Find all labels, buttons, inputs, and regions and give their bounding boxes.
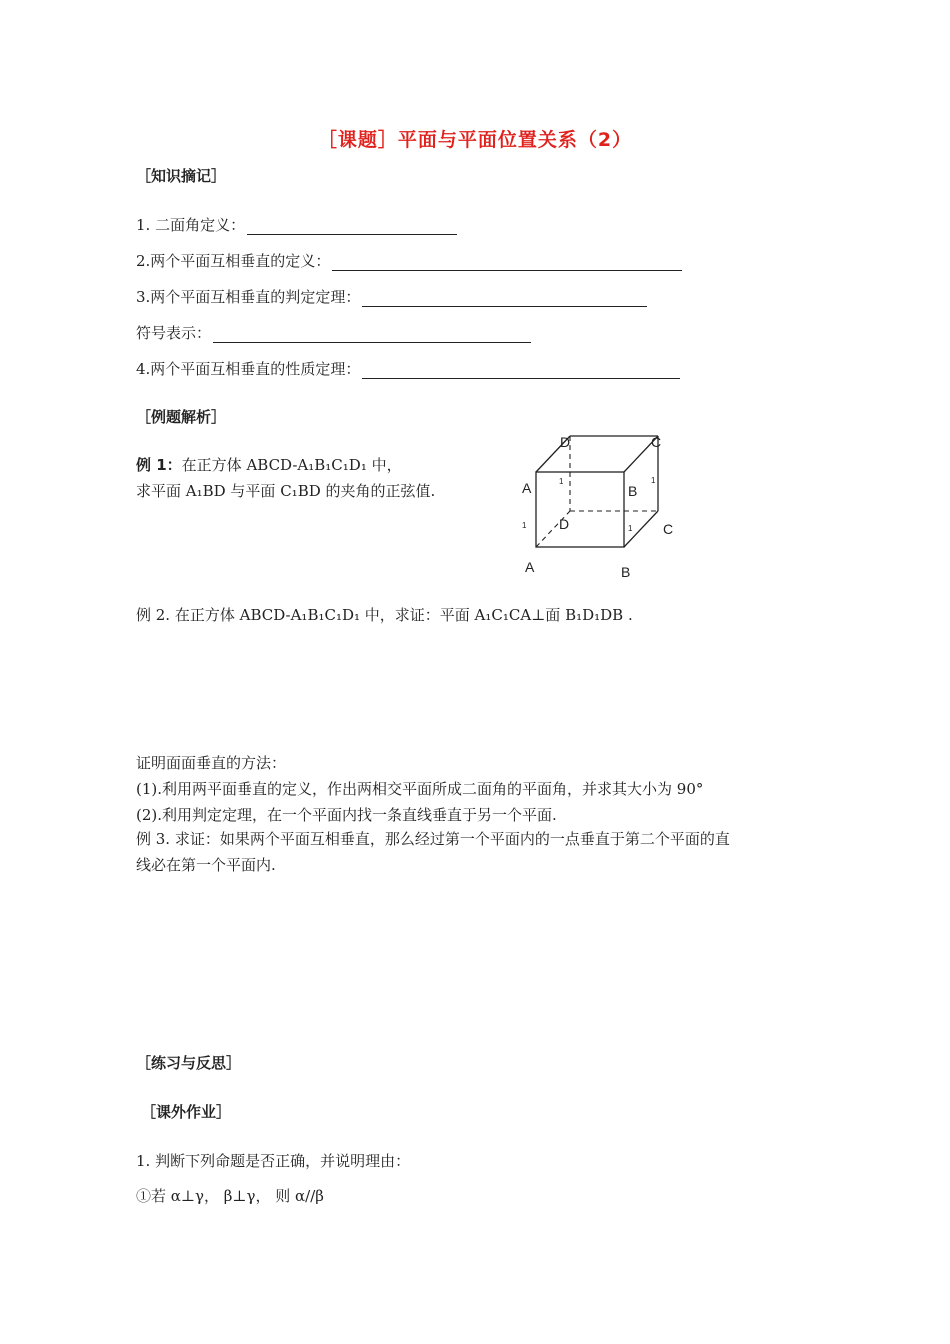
section-knowledge: ［知识摘记］ [136, 167, 227, 185]
knowledge-item-2-label: 2.两个平面互相垂直的定义： [136, 252, 331, 270]
section-homework: ［课外作业］ [141, 1103, 232, 1121]
answer-blank [247, 220, 457, 235]
label-A1: A [522, 480, 532, 496]
subscript-D1: 1 [559, 477, 564, 486]
label-B1: B [628, 483, 638, 499]
method-item-2: (2).利用判定定理，在一个平面内找一条直线垂直于另一个平面. [136, 806, 557, 824]
example3-line2: 线必在第一个平面内. [136, 856, 276, 874]
knowledge-item-symbol-label: 符号表示： [136, 324, 212, 342]
knowledge-item-symbol [136, 322, 531, 343]
page-title: ［课题］平面与平面位置关系（2） [317, 129, 633, 151]
section-practice: ［练习与反思］ [136, 1054, 242, 1072]
cube-diagram [510, 428, 690, 588]
knowledge-item-1-label: 1. 二面角定义： [136, 216, 246, 234]
example1-line1 [136, 454, 402, 475]
knowledge-item-4-label: 4.两个平面互相垂直的性质定理： [136, 360, 361, 378]
example2: 例 2. 在正方体 ABCD-A₁B₁C₁D₁ 中，求证：平面 A₁C₁CA⊥面 B₁D₁DB . [136, 606, 633, 624]
homework-question-1a: ①若 α⊥γ， β⊥γ， 则 α//β [136, 1187, 324, 1205]
answer-blank [362, 364, 680, 379]
example1-label: 例 1： [136, 456, 182, 474]
knowledge-item-4 [136, 358, 680, 379]
label-C1: C [651, 434, 662, 450]
answer-blank [332, 256, 682, 271]
label-D: D [559, 516, 570, 532]
knowledge-item-3-label: 3.两个平面互相垂直的判定定理： [136, 288, 361, 306]
knowledge-item-1 [136, 214, 457, 235]
label-A: A [525, 559, 535, 575]
answer-blank [213, 328, 531, 343]
subscript-A1: 1 [522, 521, 527, 530]
method-item-1: (1).利用两平面垂直的定义，作出两相交平面所成二面角的平面角，并求其大小为 90° [136, 780, 704, 798]
answer-blank [362, 292, 647, 307]
label-D1: D [560, 434, 571, 450]
knowledge-item-3 [136, 286, 647, 307]
method-heading: 证明面面垂直的方法： [136, 754, 287, 772]
subscript-B1: 1 [628, 524, 633, 533]
label-C: C [663, 521, 674, 537]
example1-line2: 求平面 A₁BD 与平面 C₁BD 的夹角的正弦值. [136, 482, 436, 500]
subscript-C1: 1 [651, 476, 656, 485]
example1-text1: 在正方体 ABCD-A₁B₁C₁D₁ 中， [181, 456, 402, 474]
section-examples: ［例题解析］ [136, 408, 227, 426]
homework-question-1: 1. 判断下列命题是否正确，并说明理由： [136, 1152, 411, 1170]
knowledge-item-2 [136, 250, 682, 271]
example3-line1: 例 3. 求证：如果两个平面互相垂直，那么经过第一个平面内的一点垂直于第二个平面的直 [136, 830, 730, 848]
label-B: B [621, 564, 631, 580]
